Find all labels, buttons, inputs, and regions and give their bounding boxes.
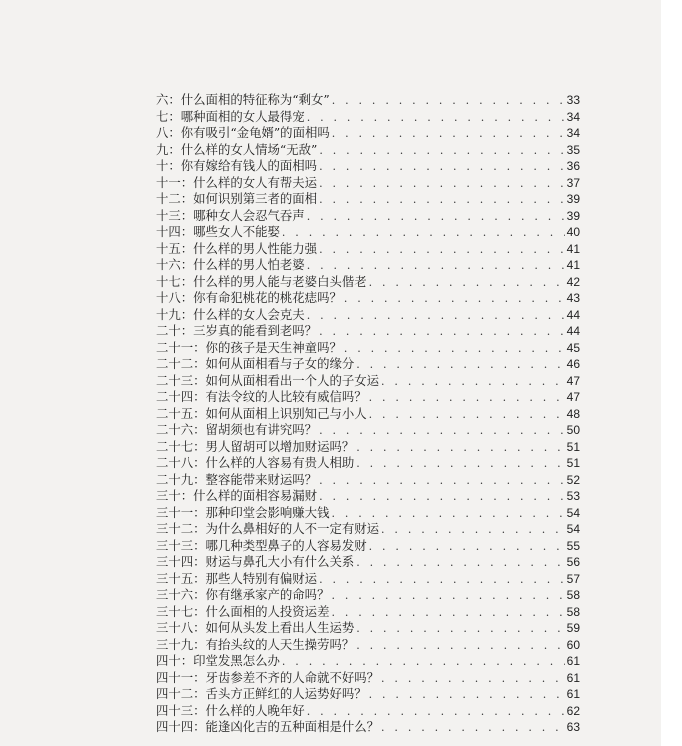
toc-entry[interactable]	[156, 637, 580, 654]
toc-entry-title: 十五：什么样的男人性能力强	[156, 240, 318, 256]
toc-entry[interactable]	[156, 142, 580, 159]
toc-entry-title: 十七：什么样的男人能与老婆白头偕老	[156, 273, 367, 289]
toc-entry-page-number: 45	[566, 340, 580, 355]
toc-entry-page-number: 36	[566, 159, 580, 173]
toc-entry-page-number: 58	[566, 604, 580, 619]
toc-entry[interactable]	[156, 719, 580, 736]
toc-entry-page-number: 55	[566, 538, 580, 553]
toc-entry-title: 二十四：有法令纹的人比较有威信吗？	[156, 389, 367, 404]
toc-entry[interactable]	[156, 505, 580, 522]
toc-entry[interactable]	[156, 307, 580, 324]
toc-entry-title: 三十九：有抬头纹的人天生操劳吗？	[156, 636, 355, 652]
toc-entry-title: 八：你有吸引“金龟婿”的面相吗	[156, 125, 330, 140]
toc-entry[interactable]	[156, 587, 580, 604]
toc-entry-title: 三十六：你有继承家产的命吗？	[156, 587, 330, 602]
dot-leader	[381, 671, 565, 688]
dot-leader	[282, 225, 565, 242]
toc-entry-title: 四十一：牙齿参差不齐的人命就不好吗？	[156, 669, 380, 685]
dot-leader	[319, 192, 565, 209]
toc-entry-page-number: 34	[566, 109, 580, 124]
toc-entry-page-number: 37	[566, 175, 580, 190]
dot-leader	[307, 308, 565, 325]
toc-entry-title: 三十五：那些人特别有偏财运	[156, 570, 318, 586]
toc-entry-page-number: 39	[566, 208, 580, 223]
toc-entry[interactable]	[156, 521, 580, 538]
toc-entry-page-number: 48	[566, 406, 580, 421]
dot-leader	[369, 539, 565, 556]
toc-entry-title: 十八：你有命犯桃花的桃花痣吗？	[156, 290, 342, 305]
toc-entry[interactable]	[156, 224, 580, 241]
toc-entry-page-number: 60	[566, 637, 580, 652]
toc-entry-title: 七：哪种面相的女人最得宠	[156, 108, 305, 124]
toc-entry-page-number: 61	[566, 670, 580, 685]
toc-entry-title: 三十八：如何从头发上看出人生运势	[156, 620, 355, 635]
toc-entry-title: 十：你有嫁给有钱人的面相吗	[156, 158, 318, 173]
dot-leader	[381, 720, 565, 737]
toc-entry-page-number: 41	[566, 241, 580, 256]
toc-entry-title: 三十一：那种印堂会影响赚大钱	[156, 504, 330, 520]
toc-entry[interactable]	[156, 406, 580, 423]
toc-entry-title: 二十八：什么样的人容易有贵人相助	[156, 455, 355, 470]
toc-entry-page-number: 35	[566, 142, 580, 157]
toc-entry[interactable]	[156, 653, 580, 670]
toc-entry[interactable]	[156, 472, 580, 489]
toc-entry[interactable]	[156, 323, 580, 340]
toc-entry-title: 十九：什么样的女人会克夫	[156, 306, 305, 322]
toc-entry-page-number: 34	[566, 126, 580, 140]
toc-entry-page-number: 47	[566, 390, 580, 404]
dot-leader	[319, 176, 565, 193]
toc-entry-page-number: 51	[566, 456, 580, 470]
toc-entry-page-number: 40	[566, 225, 580, 239]
dot-leader	[356, 638, 564, 655]
toc-entry-title: 九：什么样的女人情场“无敌”	[156, 141, 318, 157]
toc-entry-page-number: 58	[566, 588, 580, 602]
toc-entry-title: 二十九：整容能带来财运吗？	[156, 471, 318, 487]
toc-entry-title: 四十：印堂发黑怎么办	[156, 653, 280, 668]
dot-leader	[369, 687, 565, 704]
table-of-contents	[156, 92, 580, 736]
dot-leader	[319, 242, 565, 259]
dot-leader	[319, 423, 565, 440]
toc-entry[interactable]	[156, 703, 580, 720]
toc-entry-title: 十一：什么样的女人有帮夫运	[156, 174, 318, 190]
toc-entry-page-number: 61	[566, 687, 580, 701]
toc-entry-page-number: 44	[566, 307, 580, 322]
toc-entry-title: 二十七：男人留胡可以增加财运吗？	[156, 438, 355, 454]
toc-entry[interactable]	[156, 290, 580, 307]
toc-entry[interactable]	[156, 191, 580, 208]
toc-entry-title: 十二：如何识别第三者的面相	[156, 191, 318, 206]
toc-entry-page-number: 47	[566, 373, 580, 388]
toc-entry-title: 四十二：舌头方正鲜红的人运势好吗？	[156, 686, 367, 701]
toc-entry[interactable]	[156, 158, 580, 175]
toc-entry-page-number: 44	[566, 324, 580, 338]
toc-entry[interactable]	[156, 554, 580, 571]
toc-entry-page-number: 39	[566, 192, 580, 206]
toc-entry[interactable]	[156, 92, 580, 109]
toc-entry-page-number: 42	[566, 274, 580, 289]
toc-entry-page-number: 51	[566, 439, 580, 454]
toc-entry[interactable]	[156, 389, 580, 406]
dot-leader	[356, 357, 564, 374]
dot-leader	[331, 605, 564, 622]
dot-leader	[369, 275, 565, 292]
toc-entry-title: 六：什么面相的特征称为“剩女”	[156, 92, 330, 107]
toc-entry-page-number: 33	[566, 93, 580, 107]
toc-entry-title: 二十：三岁真的能看到老吗？	[156, 323, 318, 338]
toc-entry-title: 三十：什么样的面相容易漏财	[156, 488, 318, 503]
toc-entry[interactable]	[156, 175, 580, 192]
dot-leader	[319, 324, 565, 341]
toc-entry[interactable]	[156, 373, 580, 390]
toc-entry-title: 二十二：如何从面相看与子女的缘分	[156, 356, 355, 371]
dot-leader	[282, 654, 565, 671]
dot-leader	[307, 704, 565, 721]
toc-entry[interactable]	[156, 670, 580, 687]
dot-leader	[381, 522, 565, 539]
toc-entry-page-number: 62	[566, 703, 580, 718]
dot-leader	[369, 407, 565, 424]
toc-entry-title: 二十六：留胡须也有讲究吗？	[156, 422, 318, 437]
toc-entry-page-number: 50	[566, 423, 580, 437]
dot-leader	[319, 572, 565, 589]
toc-entry[interactable]	[156, 686, 580, 703]
dot-leader	[319, 143, 564, 160]
toc-entry-page-number: 54	[566, 522, 580, 536]
toc-entry-page-number: 57	[566, 571, 580, 586]
dot-leader	[344, 341, 565, 358]
toc-entry[interactable]	[156, 241, 580, 258]
toc-entry[interactable]	[156, 340, 580, 357]
toc-entry[interactable]	[156, 455, 580, 472]
dot-leader	[332, 93, 565, 110]
toc-entry[interactable]	[156, 488, 580, 505]
dot-leader	[307, 209, 565, 226]
dot-leader	[332, 126, 565, 143]
dot-leader	[356, 456, 564, 473]
toc-entry[interactable]	[156, 538, 580, 555]
toc-entry-title: 十三：哪种女人会忍气吞声	[156, 207, 305, 223]
toc-entry-title: 二十三：如何从面相看出一个人的子女运	[156, 372, 380, 388]
dot-leader	[356, 621, 564, 638]
toc-entry-page-number: 52	[566, 472, 580, 487]
toc-entry-title: 二十五：如何从面相上识别知己与小人	[156, 405, 367, 421]
dot-leader	[381, 374, 565, 391]
toc-entry[interactable]	[156, 571, 580, 588]
toc-entry-page-number: 61	[566, 654, 580, 668]
dot-leader	[356, 555, 564, 572]
toc-entry[interactable]	[156, 620, 580, 637]
dot-leader	[356, 440, 564, 457]
toc-entry-page-number: 41	[566, 258, 580, 272]
toc-entry-page-number: 59	[566, 621, 580, 635]
toc-entry-title: 四十四：能逢凶化吉的五种面相是什么？	[156, 719, 380, 734]
dot-leader	[319, 489, 565, 506]
dot-leader	[369, 390, 565, 407]
toc-entry-page-number: 43	[566, 291, 580, 305]
dot-leader	[319, 159, 565, 176]
toc-entry[interactable]	[156, 208, 580, 225]
toc-entry-title: 三十三：哪几种类型鼻子的人容易发财	[156, 537, 367, 553]
toc-entry[interactable]	[156, 274, 580, 291]
toc-entry-page-number: 46	[566, 357, 580, 371]
toc-entry-page-number: 54	[566, 505, 580, 520]
toc-entry[interactable]	[156, 356, 580, 373]
page-margin	[661, 0, 682, 746]
toc-entry[interactable]	[156, 257, 580, 274]
toc-entry[interactable]	[156, 604, 580, 621]
toc-entry-title: 三十二：为什么鼻相好的人不一定有财运	[156, 521, 380, 536]
dot-leader	[307, 258, 565, 275]
toc-entry-title: 二十一：你的孩子是天生神童吗？	[156, 339, 342, 355]
toc-entry[interactable]	[156, 109, 580, 126]
toc-entry-title: 三十七：什么面相的人投资运差	[156, 603, 330, 619]
toc-entry-page-number: 53	[566, 489, 580, 503]
toc-entry-title: 四十三：什么样的人晚年好	[156, 702, 305, 718]
toc-entry-title: 十六：什么样的男人怕老婆	[156, 257, 305, 272]
toc-entry[interactable]	[156, 125, 580, 142]
dot-leader	[307, 110, 565, 127]
toc-entry[interactable]	[156, 439, 580, 456]
dot-leader	[331, 506, 564, 523]
dot-leader	[331, 588, 564, 605]
toc-entry-page-number: 63	[566, 720, 580, 734]
toc-entry-title: 十四：哪些女人不能娶	[156, 224, 280, 239]
dot-leader	[319, 473, 565, 490]
toc-entry-title: 三十四：财运与鼻孔大小有什么关系	[156, 554, 355, 569]
toc-entry-page-number: 56	[566, 555, 580, 569]
dot-leader	[344, 291, 565, 308]
toc-entry[interactable]	[156, 422, 580, 439]
